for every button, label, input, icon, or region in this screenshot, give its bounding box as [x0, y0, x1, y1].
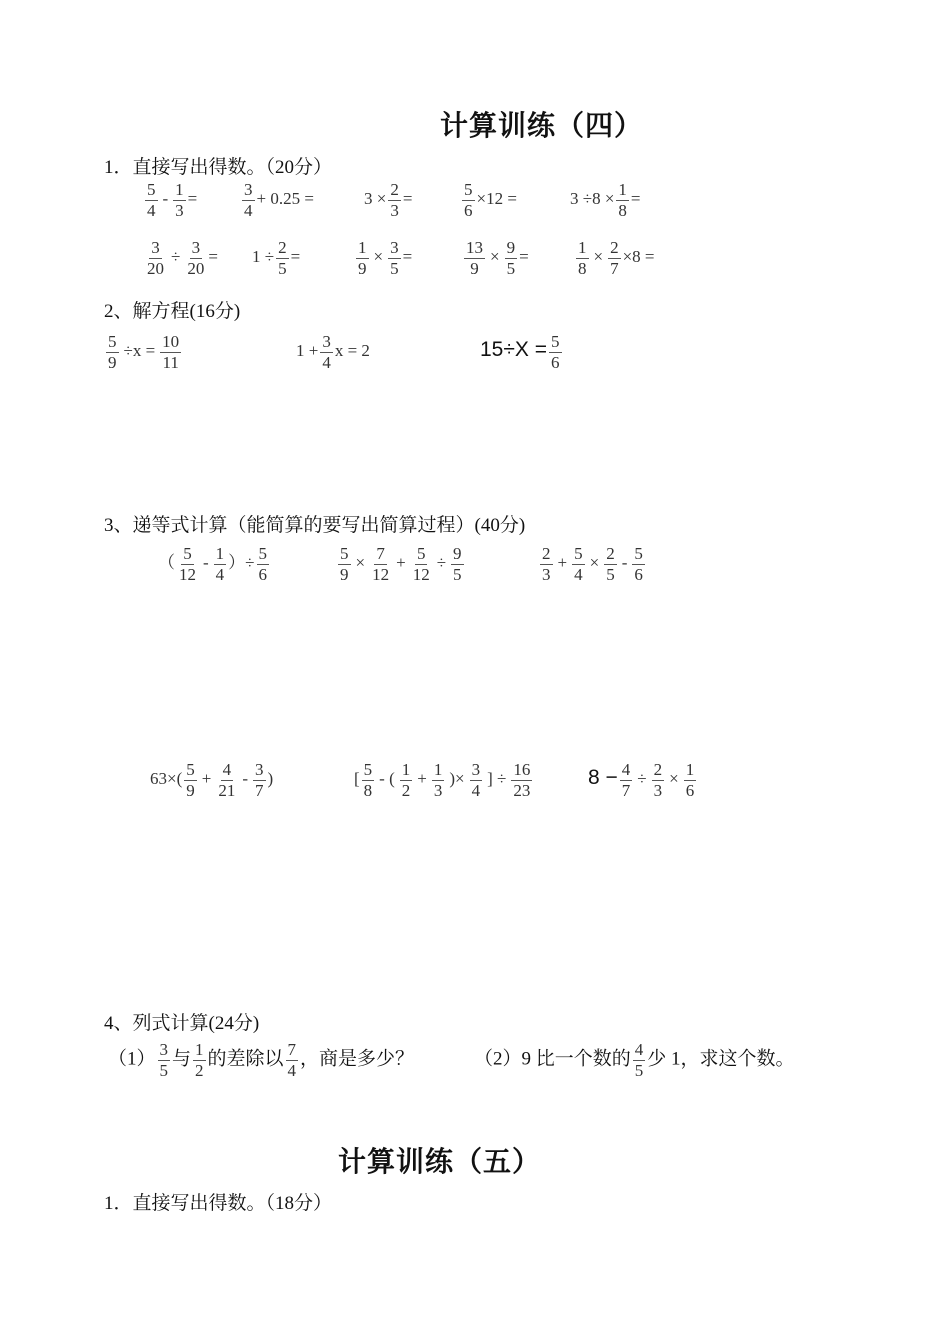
page-title-5: 计算训练（五） [338, 1147, 542, 1178]
s2-equation-2: 1 + $\frac{3}{4}$ x = 2 [296, 332, 370, 372]
s1-r1-item4: $\frac{5}{6}$ ×12 = [464, 180, 517, 220]
fraction: $\frac{5}{4}$ [147, 180, 156, 220]
s4-problem-1: （1） $\frac{3}{5}$ 与 $\frac{1}{2}$ 的差除以 $\frac{7}{4}$ ，商是多少？ [108, 1040, 415, 1080]
page-title-4: 计算训练（四） [440, 111, 644, 142]
s3-expression-6: 8 − $\frac{4}{7}$ ÷ $\frac{2}{3}$ × $\frac{1}{6}$ [588, 760, 695, 800]
s2-equation-3: 15÷X = $\frac{5}{6}$ [480, 332, 560, 372]
s1-r1-item3: 3 × $\frac{2}{3}$ = [364, 180, 413, 220]
section-1-heading: 1．直接写出得数。（20分） [104, 157, 333, 178]
s1-r1-item2: $\frac{3}{4}$ + 0.25 = [244, 180, 314, 220]
s1-r1-item1: $\frac{5}{4}$ - $\frac{1}{3}$ = [147, 180, 198, 220]
s2-equation-1: $\frac{5}{9}$ ÷x = $\frac{10}{11}$ [108, 332, 180, 372]
section-5-heading: 1．直接写出得数。（18分） [104, 1193, 333, 1214]
section-4-heading: 4、列式计算(24分) [104, 1013, 260, 1034]
s1-r2-item2: 1 ÷ $\frac{2}{5}$ = [252, 238, 301, 278]
s1-r2-item1: $\frac{3}{20}$ ÷ $\frac{3}{20}$ = [147, 238, 218, 278]
s3-expression-2: $\frac{5}{9}$ × $\frac{7}{12}$ + $\frac{5}{12}$ ÷ $\frac{9}{5}$ [340, 544, 462, 584]
section-2-heading: 2、解方程(16分) [104, 301, 241, 322]
s3-expression-1: （ $\frac{5}{12}$ - $\frac{1}{4}$ ）÷ $\frac{5}{6}$ [158, 544, 268, 584]
section-3-heading: 3、递等式计算（能简算的要写出简算过程）(40分) [104, 515, 526, 536]
s3-expression-3: $\frac{2}{3}$ + $\frac{5}{4}$ × $\frac{2}{5}$ - $\frac{5}{6}$ [542, 544, 643, 584]
s3-expression-4: 63×( $\frac{5}{9}$ + $\frac{4}{21}$ - $\frac{3}{7}$ ) [150, 760, 274, 800]
s3-expression-5: [ $\frac{5}{8}$ - ( $\frac{1}{2}$ + $\frac{1}{3}$ )× $\frac{3}{4}$ ] ÷ $\frac{16}{23}$ [354, 760, 531, 800]
s1-r2-item3: $\frac{1}{9}$ × $\frac{3}{5}$ = [358, 238, 413, 278]
s4-problem-2: （2）9 比一个数的 $\frac{4}{5}$ 少 1，求这个数。 [474, 1040, 795, 1080]
s1-r2-item5: $\frac{1}{8}$ × $\frac{2}{7}$ ×8 = [578, 238, 655, 278]
s1-r1-item5: 3 ÷8 × $\frac{1}{8}$ = [570, 180, 641, 220]
s1-r2-item4: $\frac{13}{9}$ × $\frac{9}{5}$ = [466, 238, 529, 278]
